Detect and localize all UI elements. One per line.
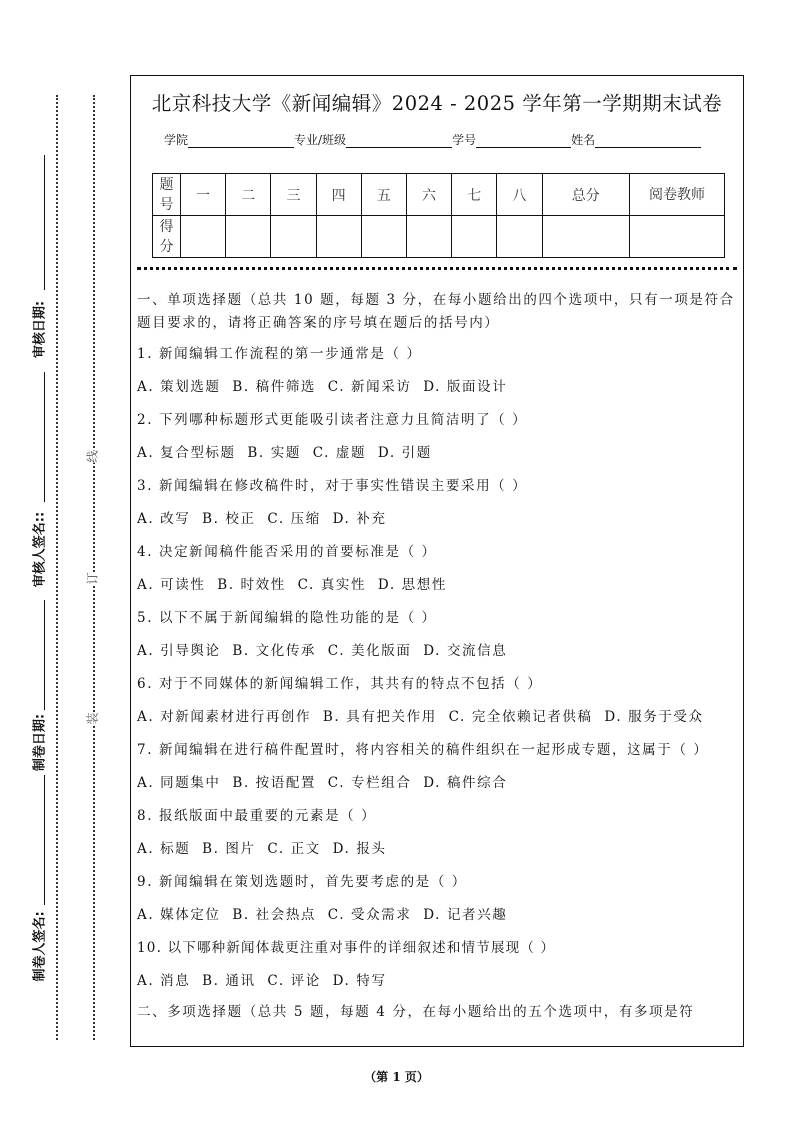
score-cell[interactable] xyxy=(406,216,451,258)
dotted-separator xyxy=(137,267,737,270)
paper-date-label: 制卷日期: xyxy=(32,713,48,772)
score-table xyxy=(152,173,725,258)
name-field[interactable] xyxy=(595,133,701,148)
col-2: 二 xyxy=(226,174,271,216)
binding-mark-staple: 订 xyxy=(82,572,103,584)
score-cell[interactable] xyxy=(226,216,271,258)
major-class-label: 专业/班级 xyxy=(294,133,347,147)
reviewer-signature-blank xyxy=(44,372,45,502)
question-stem: 10. 以下哪种新闻体裁更注重对事件的详细叙述和情节展现（ ） xyxy=(137,940,556,956)
score-cell[interactable] xyxy=(271,216,316,258)
question-options: A. 媒体定位 B. 社会热点 C. 受众需求 D. 记者兴趣 xyxy=(137,907,508,923)
score-cell[interactable] xyxy=(630,216,725,258)
student-info-line xyxy=(164,131,701,148)
question-stem: 7. 新闻编辑在进行稿件配置时，将内容相关的稿件组织在一起形成专题，这属于（ ） xyxy=(137,742,709,758)
question-stem: 1. 新闻编辑工作流程的第一步通常是（ ） xyxy=(137,346,422,362)
question-options: A. 同题集中 B. 按语配置 C. 专栏组合 D. 稿件综合 xyxy=(137,775,508,791)
question-list xyxy=(137,344,741,991)
question-options: A. 可读性 B. 时效性 C. 真实性 D. 思想性 xyxy=(137,577,447,593)
col-3: 三 xyxy=(271,174,316,216)
student-id-label: 学号 xyxy=(452,133,477,147)
cut-line-outer xyxy=(56,95,58,1040)
question-stem: 2. 下列哪种标题形式更能吸引读者注意力且简洁明了（ ） xyxy=(137,412,528,428)
col-1: 一 xyxy=(181,174,226,216)
binding-mark-line: 线 xyxy=(82,450,103,462)
score-table-header-row xyxy=(153,174,725,216)
college-field[interactable] xyxy=(188,133,294,148)
score-cell[interactable] xyxy=(452,216,497,258)
review-date-label: 审核日期: xyxy=(32,300,48,359)
question-options: A. 标题 B. 图片 C. 正文 D. 报头 xyxy=(137,841,387,857)
question-options: A. 引导舆论 B. 文化传承 C. 美化版面 D. 交流信息 xyxy=(137,643,508,659)
question-stem: 3. 新闻编辑在修改稿件时，对于事实性错误主要采用（ ） xyxy=(137,478,528,494)
score-row xyxy=(153,216,725,258)
name-label: 姓名 xyxy=(571,133,596,147)
page-number: （第 1 页） xyxy=(364,1070,429,1084)
question-stem: 5. 以下不属于新闻编辑的隐性功能的是（ ） xyxy=(137,610,437,626)
author-signature-label: 制卷人签名: xyxy=(32,911,48,982)
col-8: 八 xyxy=(497,174,542,216)
question-number-header: 题号 xyxy=(153,174,181,216)
paper-date-blank xyxy=(44,600,45,710)
question-options: A. 对新闻素材进行再创作 B. 具有把关作用 C. 完全依赖记者供稿 D. 服务于受众 xyxy=(137,709,704,725)
score-cell[interactable] xyxy=(361,216,406,258)
exam-page-frame xyxy=(130,75,744,1047)
cut-line-inner xyxy=(93,95,95,1040)
col-total: 总分 xyxy=(542,174,630,216)
question-options: A. 改写 B. 校正 C. 压缩 D. 补充 xyxy=(137,511,387,527)
college-label: 学院 xyxy=(164,133,189,147)
score-header: 得分 xyxy=(153,216,181,258)
review-date-blank xyxy=(44,155,45,290)
col-6: 六 xyxy=(406,174,451,216)
section1-intro: 一、单项选择题（总共 10 题，每题 3 分，在每小题给出的四个选项中，只有一项是符合题目要求的，请将正确答案的序号填在题后的括号内） xyxy=(137,292,735,331)
question-options: A. 策划选题 B. 稿件筛选 C. 新闻采访 D. 版面设计 xyxy=(137,379,508,395)
author-signature-blank xyxy=(44,775,45,905)
question-stem: 6. 对于不同媒体的新闻编辑工作，其共有的特点不包括（ ） xyxy=(137,676,543,692)
col-grader: 阅卷教师 xyxy=(630,174,725,216)
student-id-field[interactable] xyxy=(476,133,571,148)
question-options: A. 消息 B. 通讯 C. 评论 D. 特写 xyxy=(137,973,387,989)
major-class-field[interactable] xyxy=(346,133,452,148)
score-cell[interactable] xyxy=(316,216,361,258)
col-5: 五 xyxy=(361,174,406,216)
col-7: 七 xyxy=(452,174,497,216)
score-cell[interactable] xyxy=(181,216,226,258)
exam-title: 北京科技大学《新闻编辑》2024 - 2025 学年第一学期期末试卷 xyxy=(151,92,723,115)
question-stem: 4. 决定新闻稿件能否采用的首要标准是（ ） xyxy=(137,544,437,560)
exam-content xyxy=(137,289,741,1033)
score-cell[interactable] xyxy=(542,216,630,258)
question-options: A. 复合型标题 B. 实题 C. 虚题 D. 引题 xyxy=(137,445,432,461)
binding-mark-bind: 装 xyxy=(82,712,103,724)
question-stem: 9. 新闻编辑在策划选题时，首先要考虑的是（ ） xyxy=(137,874,467,890)
reviewer-signature-label: 审核人签名:: xyxy=(32,511,48,588)
col-4: 四 xyxy=(316,174,361,216)
section2-intro: 二、多项选择题（总共 5 题，每题 4 分，在每小题给出的五个选项中，有多项是符 xyxy=(137,1004,695,1020)
question-stem: 8. 报纸版面中最重要的元素是（ ） xyxy=(137,808,377,824)
score-cell[interactable] xyxy=(497,216,542,258)
